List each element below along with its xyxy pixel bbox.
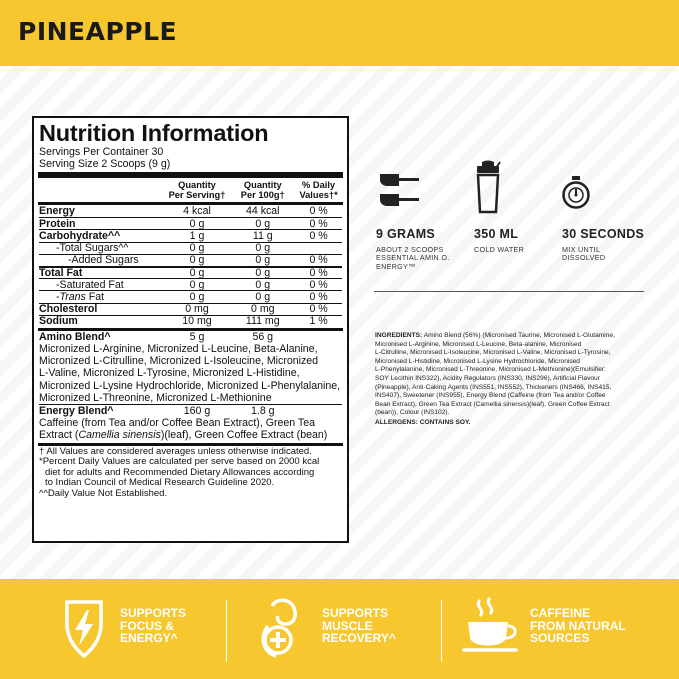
dose-water-description: COLD WATER xyxy=(474,245,525,254)
energy-blend-ingredients: Caffeine (from Tea and/or Coffee Bean Extract), Green Tea Extract (Camellia sinensis)(leaf), Green Coffee Extract (bean) xyxy=(39,417,328,442)
dose-time-value: 30 SECONDS xyxy=(562,227,645,241)
dose-time-description: MIX UNTIL DISSOLVED xyxy=(562,245,606,263)
nutrient-row-cholesterol: Cholesterol 0 mg 0 mg 0 % xyxy=(39,303,342,315)
benefit-muscle-recovery: SUPPORTS MUSCLE RECOVERY^ xyxy=(322,606,396,645)
flexed-arm-icon xyxy=(256,596,314,660)
benefit-focus-energy: SUPPORTS FOCUS & ENERGY^ xyxy=(120,606,187,645)
nutrient-row-saturated-fat: -Saturated Fat 0 g 0 g 0 % xyxy=(39,278,342,290)
nutrient-row-total-fat: Total Fat 0 g 0 g 0 % xyxy=(39,266,342,278)
shaker-icon xyxy=(474,160,502,214)
nutrient-row-protein: Protein 0 g 0 g 0 % xyxy=(39,217,342,229)
nutrient-row-total-sugars: -Total Sugars^^ 0 g 0 g xyxy=(39,242,342,254)
header-daily-values: % Daily Values†* xyxy=(299,180,338,200)
nutrient-row-carbohydrate: Carbohydrate^^ 1 g 11 g 0 % xyxy=(39,229,342,241)
dose-water-value: 350 ML xyxy=(474,227,519,241)
nutrient-row-added-sugars: -Added Sugars 0 g 0 g 0 % xyxy=(39,254,342,266)
allergen-statement: ALLERGENS: CONTAINS SOY. xyxy=(375,419,471,426)
amino-blend-row: Amino Blend^ 5 g 56 g xyxy=(39,330,274,343)
column-headers xyxy=(39,178,342,201)
benefit-natural-caffeine: CAFFEINE FROM NATURAL SOURCES xyxy=(530,606,626,645)
ingredients-list: INGREDIENTS: Amino Blend (56%) (Micronised Taurine, Micronised L-Glutamine, Micronised L-Arginine, Micronised L-Leucine, Beta-alanine, Micronised L-Citrulline, Micronised L-Isoleucine, Micronised L-Valine, Micronised L-Tyrosine, Micronised L-Histidine, Micronised L-Lysine Hydrochloride, Micronised L-Phenylalanine, Micronised L-Threonine, Micronised L-Methionine)(Emulsifier: SOY Lecithin INS322), Acidity Regulators (INS330, INS296), Artificial Flavour (Pineapple), Anti-Caking Agents (INS551, INS552), Thickeners (INS466, INS415, INS407), Sweetener (INS955), Energy Blend (Caffeine (from Tea and/or Coffee Bean Extract), Green Tea Extract (Camellia sinensis)(leaf), Green Coffee Extract (bean)), Colour (INS102). xyxy=(375,332,615,417)
timer-icon xyxy=(561,175,591,211)
nutrition-label xyxy=(32,116,349,543)
section-divider xyxy=(374,291,644,292)
dose-grams-value: 9 GRAMS xyxy=(376,227,436,241)
nutrient-row-sodium: Sodium 10 mg 111 mg 1 % xyxy=(39,315,342,327)
lightning-bolt-icon xyxy=(55,598,113,660)
nutrition-title: Nutrition Information xyxy=(39,120,269,146)
header-per-serving: Quantity Per Serving† xyxy=(168,180,226,200)
scoops-icon xyxy=(377,170,423,212)
energy-blend-row: Energy Blend^ 160 g 1.8 g xyxy=(39,405,275,418)
nutrient-row-trans-fat: -Trans Fat 0 g 0 g 0 % xyxy=(39,290,342,302)
amino-blend-ingredients: Micronized L-Arginine, Micronized L-Leucine, Beta-Alanine, Micronized L-Citrulline, Micronized L-Isoleucine, Micronized L-Valine, Micronized L-Tyrosine, Micronized L-Histidine, Micronized L-Lysine Hydrochloride, Micronized L-Phenylalanine, Micronized L-Threonine, Micronized L-Methionine xyxy=(39,343,341,404)
coffee-cup-icon xyxy=(462,596,522,658)
header-per-100g: Quantity Per 100g† xyxy=(240,180,285,200)
servings-per-container: Servings Per Container 30 xyxy=(39,146,164,158)
footnotes: † All Values are considered averages unless otherwise indicated. *Percent Daily Values are calculated per serve based on 2000 kcal diet for adults and Recommended Dietary Allowances according to Indian Council of Medical Research Guideline 2020. ^^Daily Value Not Established. xyxy=(39,445,320,500)
dose-grams-description: ABOUT 2 SCOOPS ESSENTIAL AMIN.O. ENERGY™ xyxy=(376,245,450,271)
benefit-divider xyxy=(441,600,442,662)
nutrient-row-energy: Energy 4 kcal 44 kcal 0 % xyxy=(39,205,328,218)
flavor-title: PINEAPPLE xyxy=(18,17,178,46)
benefit-divider xyxy=(226,600,227,662)
serving-size: Serving Size 2 Scoops (9 g) xyxy=(39,158,171,170)
flavor-banner xyxy=(0,0,679,66)
